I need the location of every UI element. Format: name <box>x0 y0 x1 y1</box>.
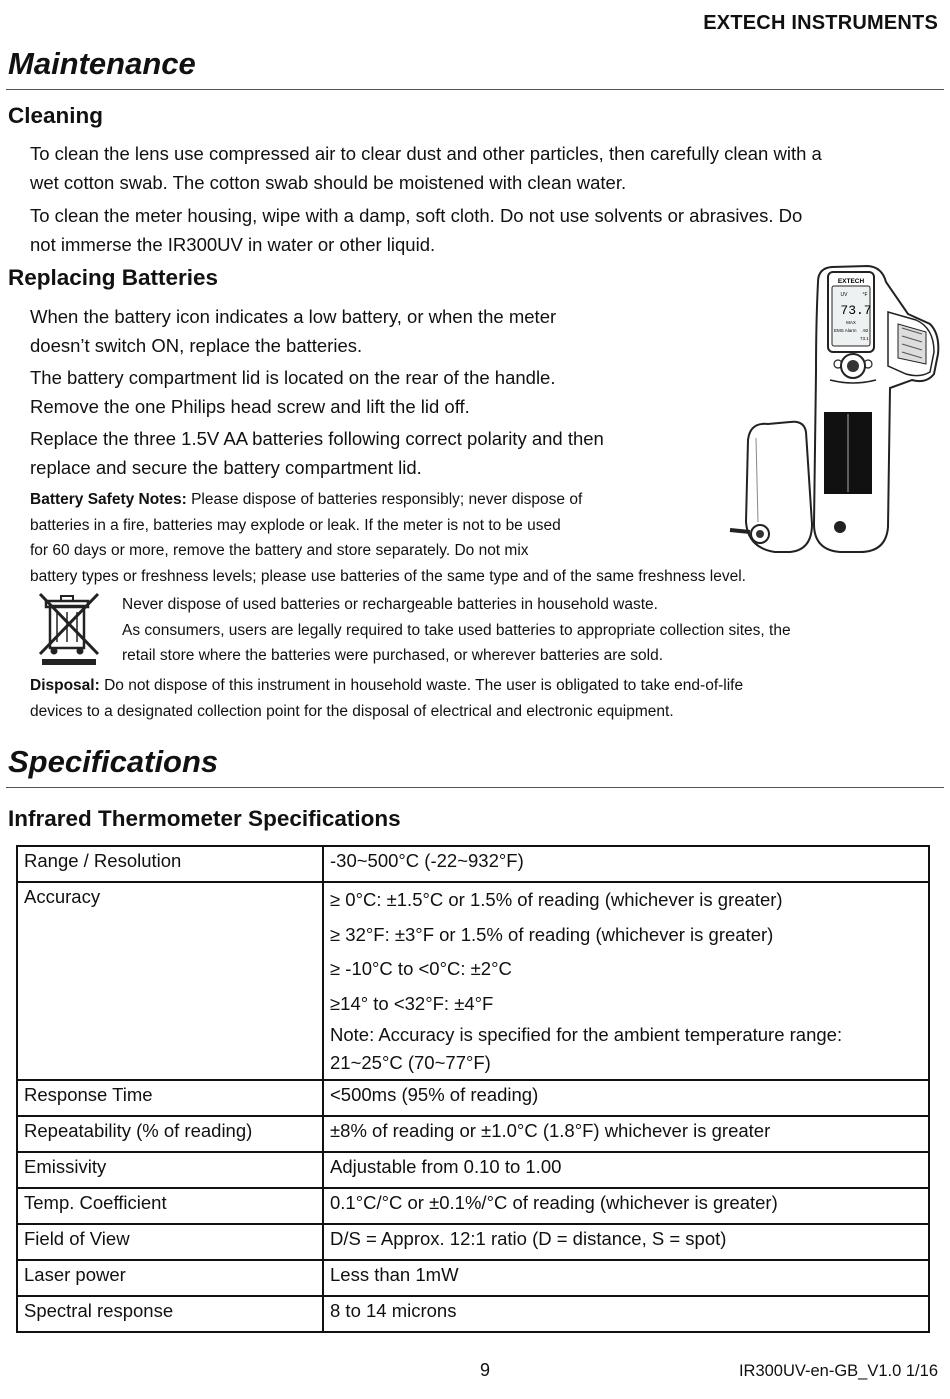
cleaning-paragraph-2 <box>30 202 802 259</box>
table-row <box>17 1224 929 1260</box>
specifications-title: Specifications <box>8 744 219 779</box>
text-line: devices to a designated collection point for the disposal of electrical and electronic equipment. <box>30 702 674 720</box>
text-line: 21~25°C (70~77°F) <box>330 1052 491 1073</box>
spec-value: ±8% of reading or ±1.0°C (1.8°F) whichever is greater <box>323 1116 929 1152</box>
device-unit: °F <box>862 292 868 298</box>
text-line: retail store where the batteries were purchased, or wherever batteries are sold. <box>122 647 664 664</box>
spec-label: Emissivity <box>17 1152 323 1188</box>
weee-notice <box>122 592 942 669</box>
spec-value <box>323 882 929 1080</box>
weee-crossed-bin-icon <box>38 592 100 666</box>
spec-label: Temp. Coefficient <box>17 1188 323 1224</box>
spec-value: 0.1°C/°C or ±0.1%/°C of reading (whichever is greater) <box>323 1188 929 1224</box>
text-line: As consumers, users are legally required to take used batteries to appropriate collection sites, the <box>122 621 791 639</box>
text-line: Never dispose of used batteries or rechargeable batteries in household waste. <box>122 596 658 613</box>
replacing-batteries-heading: Replacing Batteries <box>8 265 219 290</box>
text-line: When the battery icon indicates a low battery, or when the meter <box>30 306 557 327</box>
text-line: replace and secure the battery compartment lid. <box>30 456 422 478</box>
table-row <box>17 846 929 882</box>
specifications-table <box>16 845 930 1333</box>
spec-label: Accuracy <box>17 882 323 1080</box>
table-row <box>17 1152 929 1188</box>
text-line: battery types or freshness levels; please use batteries of the same type and of the same freshness level. <box>30 567 746 585</box>
text-line: Do not dispose of this instrument in household waste. The user is obligated to take end-of-life <box>99 677 744 694</box>
maintenance-title: Maintenance <box>8 46 196 81</box>
title-rule <box>6 787 944 788</box>
text-line: To clean the lens use compressed air to clear dust and other particles, then carefully clean with a <box>30 143 822 164</box>
text-line: Remove the one Philips head screw and lift the lid off. <box>30 395 470 417</box>
accuracy-line: ≥ 0°C: ±1.5°C or 1.5% of reading (whichever is greater) <box>330 889 783 910</box>
document-id: IR300UV-en-GB_V1.0 1/16 <box>738 1362 938 1380</box>
spec-label: Spectral response <box>17 1296 323 1332</box>
ir-thermometer-specs-heading: Infrared Thermometer Specifications <box>8 806 401 831</box>
page-number: 9 <box>480 1360 491 1380</box>
spec-label: Repeatability (% of reading) <box>17 1116 323 1152</box>
device-small-value: 73.1 <box>860 336 869 341</box>
text-line: The battery compartment lid is located on the rear of the handle. <box>30 367 556 388</box>
title-rule <box>6 89 944 90</box>
accuracy-note <box>330 1021 922 1077</box>
cleaning-heading: Cleaning <box>8 103 104 128</box>
device-ems-label: EMS Alarm <box>834 328 857 333</box>
accuracy-line: ≥ 32°F: ±3°F or 1.5% of reading (whichever is greater) <box>330 923 774 945</box>
spec-value: -30~500°C (-22~932°F) <box>323 846 929 882</box>
spec-value: 8 to 14 microns <box>323 1296 929 1332</box>
spec-value: D/S = Approx. 12:1 ratio (D = distance, S = spot) <box>323 1224 929 1260</box>
device-reading: 73.7 <box>840 303 872 318</box>
accuracy-line: ≥ -10°C to <0°C: ±2°C <box>330 958 512 979</box>
text-line: Note: Accuracy is specified for the ambient temperature range: <box>330 1024 843 1045</box>
table-row <box>17 1260 929 1296</box>
text-line: batteries in a fire, batteries may explode or leak. If the meter is not to be used <box>30 516 561 534</box>
text-line: Replace the three 1.5V AA batteries following correct polarity and then <box>30 428 604 449</box>
table-row <box>17 1188 929 1224</box>
device-uv-label: UV <box>840 292 848 298</box>
table-row <box>17 1296 929 1332</box>
device-brand: EXTECH <box>837 278 865 285</box>
text-line: doesn’t switch ON, replace the batteries. <box>30 334 363 356</box>
device-ems-value: .92 <box>862 328 869 333</box>
cleaning-paragraph-1 <box>30 140 822 197</box>
device-max-label: MAX <box>846 320 856 325</box>
batteries-paragraph-1 <box>30 303 556 360</box>
spec-label: Field of View <box>17 1224 323 1260</box>
text-line: To clean the meter housing, wipe with a damp, soft cloth. Do not use solvents or abrasives. Do <box>30 205 803 226</box>
batteries-paragraph-3 <box>30 425 604 482</box>
disposal-label: Disposal: <box>30 677 100 694</box>
text-line: for 60 days or more, remove the battery and store separately. Do not mix <box>30 542 529 559</box>
header-brand: EXTECH INSTRUMENTS <box>703 12 938 34</box>
spec-label: Response Time <box>17 1080 323 1116</box>
text-line: Please dispose of batteries responsibly; never dispose of <box>186 491 583 508</box>
spec-value: Adjustable from 0.10 to 1.00 <box>323 1152 929 1188</box>
spec-label: Range / Resolution <box>17 846 323 882</box>
text-line: not immerse the IR300UV in water or other liquid. <box>30 233 436 255</box>
spec-value: <500ms (95% of reading) <box>323 1080 929 1116</box>
spec-value: Less than 1mW <box>323 1260 929 1296</box>
accuracy-line: ≥14° to <32°F: ±4°F <box>330 992 494 1014</box>
disposal-notice <box>30 673 930 724</box>
safety-label: Battery Safety Notes: <box>30 491 187 508</box>
thermometer-device-illustration <box>720 262 945 562</box>
batteries-paragraph-2 <box>30 364 556 421</box>
table-row <box>17 1116 929 1152</box>
text-line: wet cotton swab. The cotton swab should be moistened with clean water. <box>30 171 627 193</box>
table-row <box>17 1080 929 1116</box>
spec-label: Laser power <box>17 1260 323 1296</box>
table-row <box>17 882 929 1080</box>
